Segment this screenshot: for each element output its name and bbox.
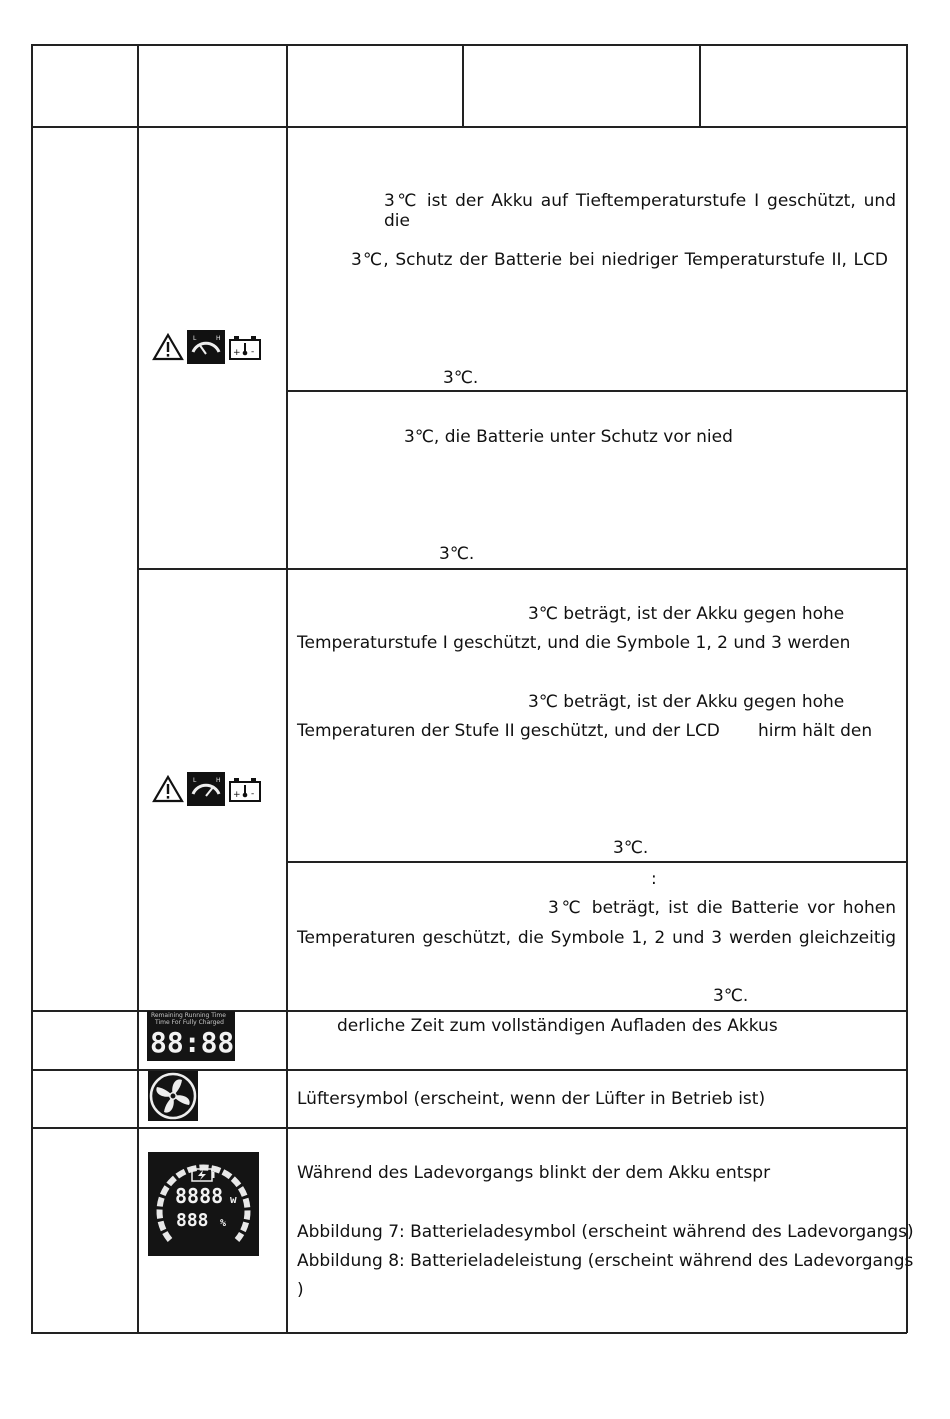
svg-text:+: +: [233, 790, 241, 800]
header-divider: [462, 44, 464, 127]
lcd-remaining-time-label: Remaining Running Time: [151, 1012, 226, 1019]
lcd-full-charge-label: Time For Fully Charged: [155, 1019, 224, 1026]
row-divider: [31, 1127, 907, 1129]
fan-description: Lüftersymbol (erscheint, wenn der Lüfter in Betrieb ist): [297, 1089, 766, 1109]
warning-icon: [152, 775, 184, 803]
column-divider: [137, 44, 139, 1333]
low-temp-text-end: 3℃.: [439, 544, 475, 564]
time-lcd-display: [147, 1011, 235, 1061]
high-temp-text-line: Temperaturen geschützt, die Symbole 1, 2 und 3 werden gleichzeitig: [297, 928, 896, 948]
high-temp-colon: :: [651, 869, 657, 889]
charge-text-line: Abbildung 8: Batterieladeleistung (erscheint während des Ladevorgangs: [297, 1251, 914, 1271]
charge-percent-unit: %: [220, 1218, 227, 1229]
subrow-divider: [286, 390, 907, 392]
high-temp-text-line: 3℃ beträgt, ist die Batterie vor hohen: [548, 898, 896, 918]
row-divider: [137, 568, 907, 570]
svg-text:H: H: [216, 777, 221, 784]
high-temp-text-line: 3℃ beträgt, ist der Akku gegen hohe: [528, 604, 845, 624]
low-temp-text-line: 3℃, die Batterie unter Schutz vor nied: [404, 427, 733, 447]
svg-text:L: L: [193, 777, 197, 784]
fan-icon: [148, 1071, 198, 1121]
high-temp-text-line: Temperaturstufe I geschützt, und die Symbole 1, 2 und 3 werden: [297, 633, 851, 653]
charge-percent-digits: 888: [176, 1210, 209, 1231]
svg-text:H: H: [216, 335, 221, 342]
charge-text-line: ): [297, 1280, 304, 1300]
low-temp-text-end: 3℃.: [443, 368, 479, 388]
high-temp-icon-group: [152, 772, 262, 806]
low-temp-icon-group: [152, 330, 262, 364]
svg-text:+: +: [233, 348, 241, 358]
header-divider: [699, 44, 701, 127]
high-temp-text-line: Temperaturen der Stufe II geschützt, und der LCD: [297, 721, 720, 741]
low-temp-text-line: 3℃, Schutz der Batterie bei niedriger Temperaturstufe II, LCD: [351, 250, 888, 270]
charge-text-line: Abbildung 7: Batterieladesymbol (erscheint während des Ladevorgangs): [297, 1222, 914, 1242]
warning-icon: [152, 333, 184, 361]
battery-temperature-icon: [228, 333, 262, 361]
temperature-gauge-icon: [187, 772, 225, 806]
battery-charging-icon: [191, 1168, 215, 1182]
charge-power-unit: w: [230, 1193, 237, 1206]
time-description: derliche Zeit zum vollständigen Aufladen des Akkus: [337, 1016, 778, 1036]
svg-text:-: -: [251, 347, 255, 357]
charge-text-line: Während des Ladevorgangs blinkt der dem Akku entspr: [297, 1163, 771, 1183]
high-temp-text-line: 3℃ beträgt, ist der Akku gegen hohe: [528, 692, 845, 712]
high-temp-text-line: hirm hält den: [758, 721, 873, 741]
high-temp-text-end: 3℃.: [713, 986, 749, 1006]
table-header-bottom: [31, 126, 907, 128]
table-border-left: [31, 44, 33, 1333]
subrow-divider: [286, 861, 907, 863]
table-border-bottom: [31, 1332, 907, 1334]
temperature-gauge-icon: [187, 330, 225, 364]
table-border-top: [31, 44, 907, 46]
column-divider: [286, 44, 288, 1333]
charge-power-digits: 8888: [175, 1184, 224, 1208]
high-temp-text-end: 3℃.: [613, 838, 649, 858]
low-temp-text-line: 3℃ ist der Akku auf Tieftemperaturstufe I geschützt, und die: [384, 191, 896, 231]
battery-temperature-icon: [228, 775, 262, 803]
svg-text:L: L: [193, 335, 197, 342]
table-border-right: [906, 44, 908, 1333]
lcd-time-digits: 88:88: [150, 1026, 235, 1059]
svg-text:-: -: [251, 789, 255, 799]
charge-lcd-display: [148, 1152, 259, 1256]
